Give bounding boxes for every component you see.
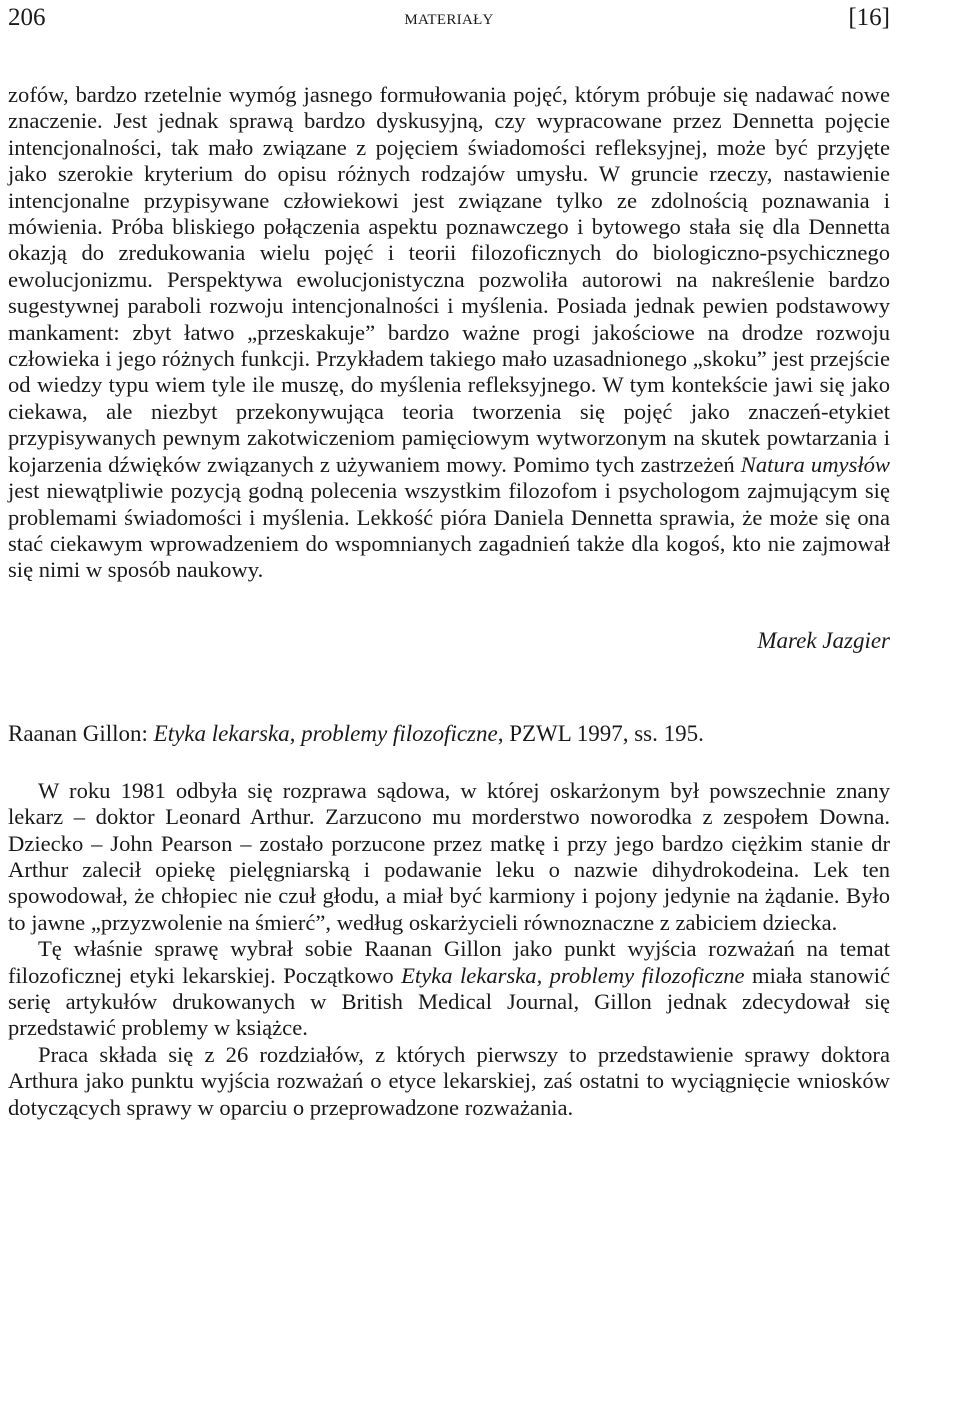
- document-page: [8, 0, 890, 1121]
- paragraph-text: Tę właśnie sprawę wybrał sobie Raanan Gillon jako punkt wyjścia rozważań na temat filozoficznej etyki lekarskiej. Początkowo: [8, 936, 890, 988]
- review-signature: Marek Jazgier: [757, 627, 890, 653]
- review-book-title: Etyka lekarska, problemy filozoficzne: [153, 720, 498, 746]
- book-title-italic: Etyka lekarska, problemy filozoficzne: [401, 962, 745, 988]
- review-gillon-paragraph-2: [8, 936, 890, 1042]
- paragraph-text: miała stanowić serię artykułów drukowanych w British Medical Journal, Gillon jednak zdecydował się przedstawić problemy w książce.: [8, 962, 891, 1041]
- review-dennett: [8, 82, 890, 654]
- book-title-italic: Natura umysłów: [740, 451, 890, 477]
- paragraph-text: jest niewątpliwie pozycją godną polecenia wszystkim filozofom i psychologom zajmującym się problemami świadomości i myślenia. Lekkość pióra Daniela Dennetta sprawia, że może się ona stać ciekawym wprowadzeniem do wspomnianych zagadnień także dla kogoś, kto nie zajmował się nimi w sposób naukowy.: [8, 478, 890, 583]
- review-dennett-paragraph: [8, 82, 890, 584]
- review-author: Raanan Gillon:: [8, 720, 154, 746]
- section-number: [16]: [848, 4, 890, 31]
- paragraph-text: zofów, bardzo rzetelnie wymóg jasnego formułowania pojęć, którym próbuje się nadawać nowe znaczenie. Jest jednak sprawą bardzo dyskusyjną, czy wypracowane przez Dennetta pojęcie intencjonalności, tak mało związane z pojęciem świadomości refleksyjnej, może być przyjęte jako szerokie kryterium do opisu różnych rodzajów umysłu. W gruncie rzeczy, nastawienie intencjonalne przypisywane człowiekowi jest związane tylko ze zdolnością poznawania i mówienia. Próba bliskiego połączenia aspektu poznawczego i bytowego stała się dla Dennetta okazją do zredukowania wielu pojęć i teorii filozoficznych do biologiczno-psychicznego ewolucjonizmu. Perspektywa ewolucjonistyczna pozwoliła autorowi na nakreślenie bardzo sugestywnej paraboli rozwoju intencjonalności i myślenia. Posiada jednak pewien podstawowy mankament: zbyt łatwo „przeskakuje” bardzo ważne progi jakościowe na drodze rozwoju człowieka i jego różnych funkcji. Przykładem takiego mało uzasadnionego „skoku” jest przejście od wiedzy typu wiem tyle ile muszę, do myślenia refleksyjnego. W tym kontekście jawi się jako ciekawa, ale niezbyt przekonywująca teoria tworzenia się pojęć jako znaczeń-etykiet przypisywanych pewnym zakotwiczeniom pamięciowym wytworzonym na skutek powtarzania i kojarzenia dźwięków związanych z używaniem mowy. Pomimo tych zastrzeżeń: [8, 82, 890, 477]
- running-head: MATERIAŁY: [404, 12, 494, 28]
- review-publication: , PZWL 1997, ss. 195.: [497, 720, 704, 746]
- page-header: [8, 0, 890, 50]
- review-heading: [8, 720, 890, 748]
- page-number: 206: [8, 4, 46, 31]
- review-gillon-paragraph-1: W roku 1981 odbyła się rozprawa sądowa, w której oskarżonym był powszechnie znany lekarz – doktor Leonard Arthur. Zarzucono mu morderstwo noworodka z zespołem Downa. Dziecko – John Pearson – zostało porzucone przez matkę i przy jego bardzo ciężkim stanie dr Arthur zalecił opiekę pielęgniarską i podawanie leku o nazwie dihydrokodeina. Lek ten spowodował, że chłopiec nie czuł głodu, a miał być karmiony i pojony jedynie na żądanie. Było to jawne „przyzwolenie na śmierć”, według oskarżycieli równoznaczne z zabiciem dziecka.: [8, 777, 890, 935]
- review-gillon: [8, 778, 890, 1121]
- review-gillon-paragraph-3: Praca składa się z 26 rozdziałów, z których pierwszy to przedstawienie sprawy doktora Arthura jako punktu wyjścia rozważań o etyce lekarskiej, zaś ostatni to wyciągnięcie wniosków dotyczących sprawy w oparciu o przeprowadzone rozważania.: [8, 1041, 890, 1120]
